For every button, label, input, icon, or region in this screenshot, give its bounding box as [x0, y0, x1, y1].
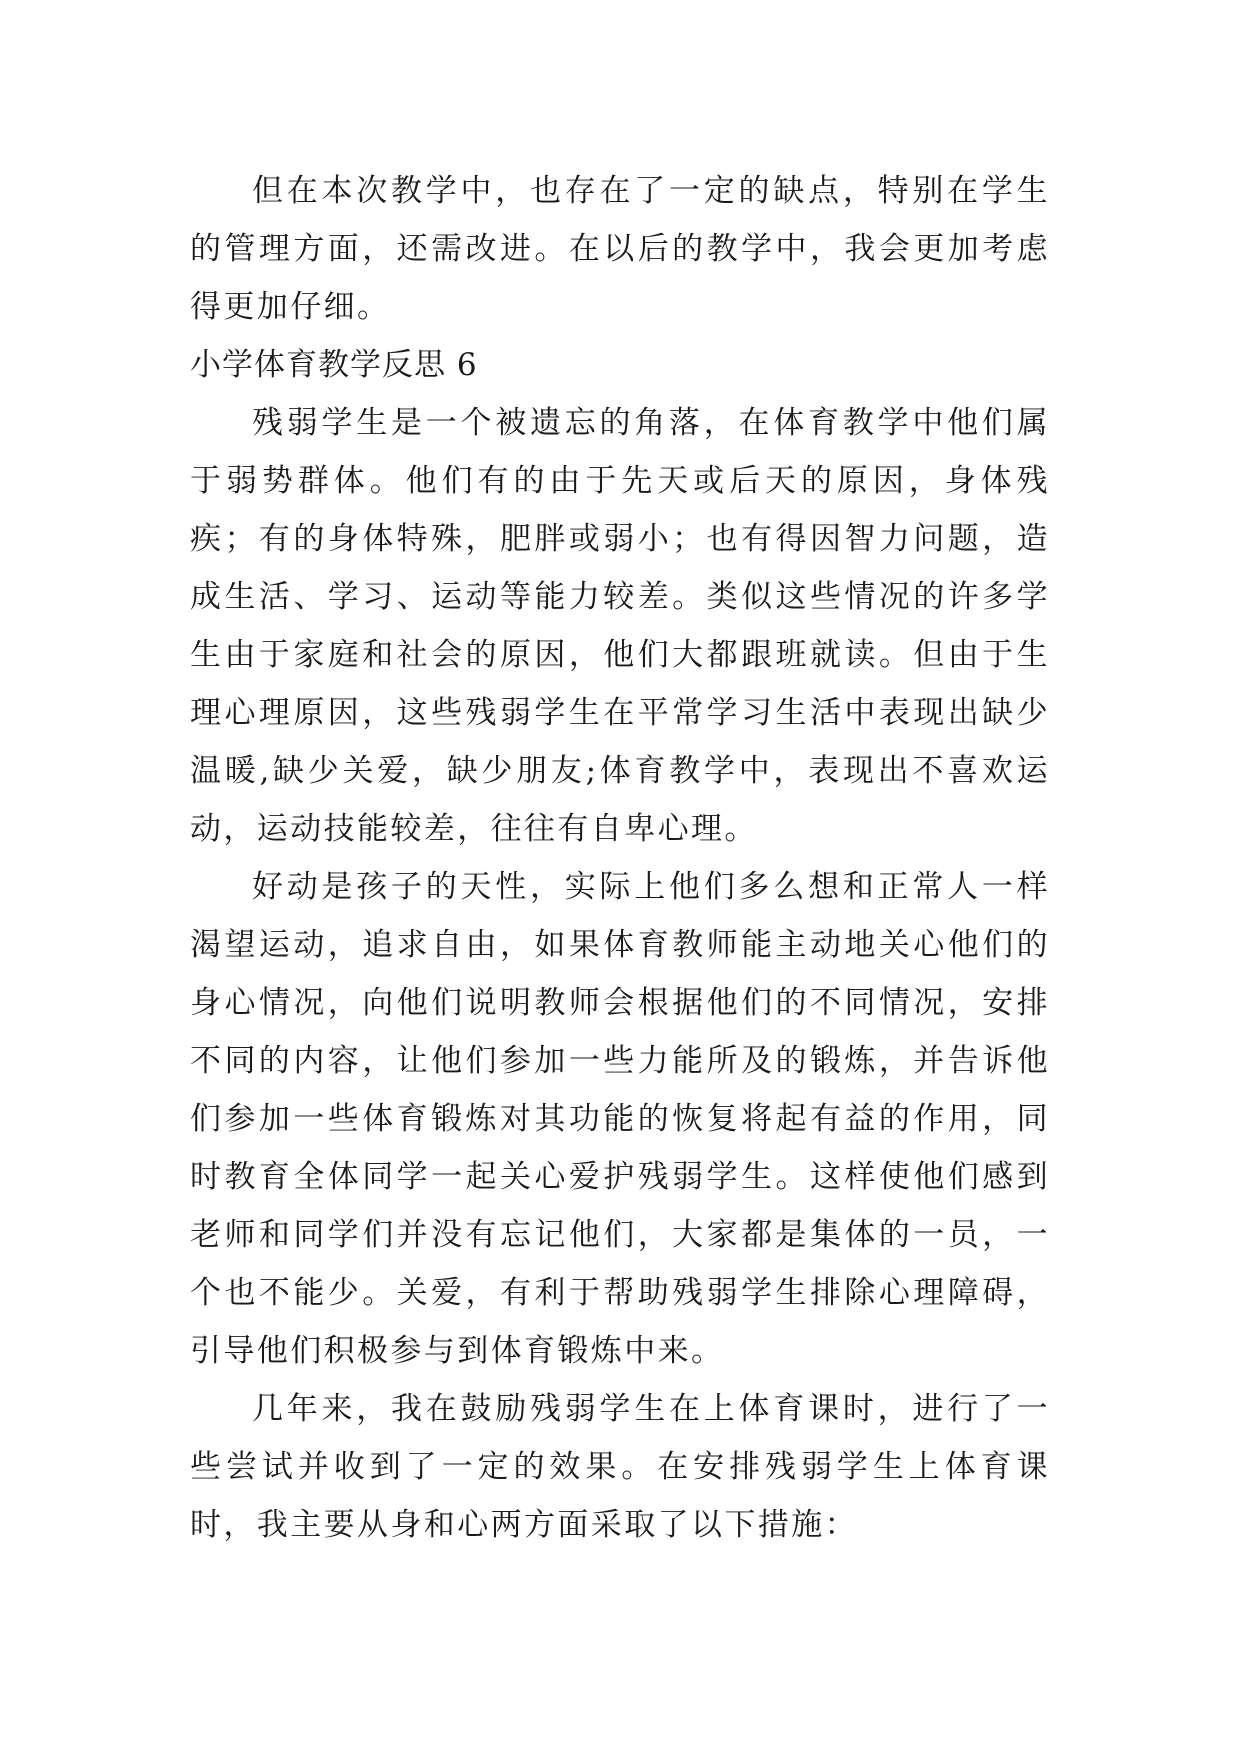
section-heading: 小学体育教学反思 6: [190, 347, 478, 383]
paragraph-care-and-love: 好动是孩子的天性，实际上他们多么想和正常人一样渴望运动，追求自由，如果体育教师能主动地关心他们的身心情况，向他们说明教师会根据他们的不同情况，安排不同的内容，让他们参加一些力能所及的锻炼，并告诉他们参加一些体育锻炼对其功能的恢复将起有益的作用，同时教育全体同学一起关心爱护残弱学生。这样使他们感到老师和同学们并没有忘记他们，大家都是集体的一员，一个也不能少。关爱，有利于帮助残弱学生排除心理障碍，引导他们积极参与到体育锻炼中来。: [190, 869, 1050, 1369]
paragraph-weak-students: 残弱学生是一个被遗忘的角落，在体育教学中他们属于弱势群体。他们有的由于先天或后天的原因，身体残疾；有的身体特殊，肥胖或弱小；也有得因智力问题，造成生活、学习、运动等能力较差。类似这些情况的许多学生由于家庭和社会的原因，他们大都跟班就读。但由于生理心理原因，这些残弱学生在平常学习生活中表现出缺少温暖,缺少关爱，缺少朋友;体育教学中，表现出不喜欢运动，运动技能较差，往往有自卑心理。: [190, 405, 1050, 847]
document-page: [190, 162, 1050, 1554]
paragraph-teaching-shortcomings: 但在本次教学中，也存在了一定的缺点，特别在学生的管理方面，还需改进。在以后的教学中，我会更加考虑得更加仔细。: [190, 173, 1050, 325]
paragraph-measures: 几年来，我在鼓励残弱学生在上体育课时，进行了一些尝试并收到了一定的效果。在安排残弱学生上体育课时，我主要从身和心两方面采取了以下措施：: [190, 1391, 1050, 1543]
